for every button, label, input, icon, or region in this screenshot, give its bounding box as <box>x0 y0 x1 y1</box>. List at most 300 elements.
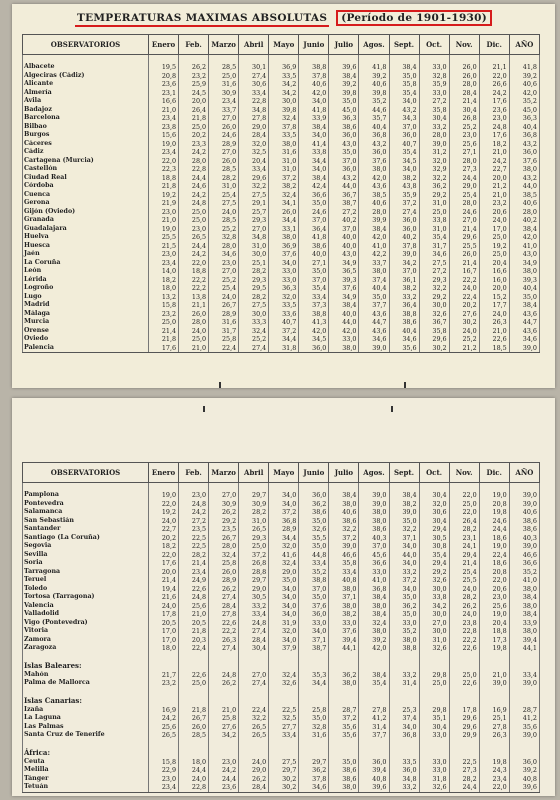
temp-cell: 38,2 <box>389 500 419 509</box>
temp-cell: 24,3 <box>479 766 509 775</box>
table-row <box>23 174 540 183</box>
temp-cell: 30,6 <box>239 80 269 89</box>
temp-cell: 25,5 <box>449 242 479 251</box>
temp-cell: 31,6 <box>269 148 299 157</box>
temp-cell: 26,7 <box>209 534 239 543</box>
temp-cell: 33,0 <box>359 568 389 577</box>
temp-cell: 36,0 <box>389 225 419 234</box>
table-row <box>23 182 540 191</box>
temp-cell: 25,4 <box>209 191 239 200</box>
temp-cell: 29,7 <box>269 766 299 775</box>
temp-cell: 28,0 <box>209 242 239 251</box>
temp-cell: 42,0 <box>299 89 329 98</box>
station-name: Valencia <box>23 602 149 611</box>
temp-cell: 37,0 <box>299 276 329 285</box>
station-name: Badajoz <box>23 106 149 115</box>
temp-cell: 38,0 <box>359 627 389 636</box>
temp-cell: 20,2 <box>449 301 479 310</box>
temp-cell: 31,7 <box>209 327 239 336</box>
temp-cell: 20,0 <box>179 97 209 106</box>
temp-cell: 28,9 <box>209 310 239 319</box>
temp-cell: 38,0 <box>269 233 299 242</box>
temp-cell: 19,0 <box>149 140 179 149</box>
col-header-11: Nov. <box>449 463 479 483</box>
temp-cell: 39,0 <box>389 508 419 517</box>
temp-cell: 30,2 <box>269 775 299 784</box>
temp-cell: 37,0 <box>299 585 329 594</box>
temp-cell: 36,8 <box>389 731 419 740</box>
temp-cell: 24,0 <box>449 284 479 293</box>
temp-cell: 33,2 <box>389 783 419 792</box>
temp-cell: 17,6 <box>149 559 179 568</box>
temp-cell: 18,6 <box>479 534 509 543</box>
temp-cell: 14,0 <box>149 267 179 276</box>
table-row <box>23 157 540 166</box>
temp-cell: 44,0 <box>329 182 359 191</box>
temp-cell: 33,9 <box>299 114 329 123</box>
temp-cell: 41,3 <box>299 318 329 327</box>
station-name: Santander <box>23 525 149 534</box>
temp-cell: 37,6 <box>359 157 389 166</box>
temp-cell: 37,0 <box>299 216 329 225</box>
temp-cell: 32,4 <box>269 191 299 200</box>
temp-cell: 34,4 <box>269 335 299 344</box>
temp-cell: 33,8 <box>419 593 449 602</box>
temp-cell: 32,2 <box>239 714 269 723</box>
temp-cell: 24,0 <box>239 758 269 767</box>
station-name: Oviedo <box>23 335 149 344</box>
temp-cell: 27,4 <box>239 72 269 81</box>
temp-cell: 24,4 <box>179 242 209 251</box>
temp-cell: 36,8 <box>509 131 539 140</box>
temp-cell: 29,8 <box>419 706 449 715</box>
station-name: Segovia <box>23 542 149 551</box>
temp-cell: 26,6 <box>479 80 509 89</box>
temp-cell: 35,0 <box>329 148 359 157</box>
temp-cell: 37,8 <box>299 72 329 81</box>
temp-cell: 27,8 <box>479 723 509 732</box>
temp-cell: 37,2 <box>269 174 299 183</box>
temp-cell: 39,0 <box>509 344 539 353</box>
temp-cell: 22,0 <box>149 157 179 166</box>
temp-cell: 30,9 <box>209 89 239 98</box>
temp-cell: 43,6 <box>359 182 389 191</box>
temp-cell: 20,8 <box>479 500 509 509</box>
temp-cell: 38,0 <box>509 585 539 594</box>
temp-cell: 19,0 <box>479 610 509 619</box>
temp-cell: 27,5 <box>269 758 299 767</box>
temp-cell: 38,5 <box>509 191 539 200</box>
temp-cell: 19,4 <box>149 585 179 594</box>
temp-cell: 28,0 <box>449 199 479 208</box>
temp-cell: 41,0 <box>509 242 539 251</box>
table-row <box>23 636 540 645</box>
temp-cell: 35,9 <box>389 191 419 200</box>
region-heading: Islas Baleares: <box>23 661 149 671</box>
temp-cell: 33,1 <box>269 225 299 234</box>
temp-cell: 22,6 <box>209 619 239 628</box>
temp-cell: 29,4 <box>449 551 479 560</box>
temp-cell: 42,0 <box>359 233 389 242</box>
temp-cell: 22,2 <box>209 627 239 636</box>
temp-cell: 29,0 <box>239 766 269 775</box>
temp-cell: 18,2 <box>479 140 509 149</box>
temp-cell: 21,0 <box>479 671 509 680</box>
temp-cell: 38,4 <box>359 610 389 619</box>
temp-cell: 39,0 <box>359 500 389 509</box>
temp-cell: 20,5 <box>179 619 209 628</box>
temp-cell: 29,4 <box>419 525 449 534</box>
temp-cell: 23,5 <box>209 525 239 534</box>
temp-cell: 37,8 <box>269 123 299 132</box>
table-row <box>23 284 540 293</box>
temp-cell: 33,2 <box>419 123 449 132</box>
temp-cell: 25,0 <box>149 318 179 327</box>
temp-cell: 42,0 <box>509 89 539 98</box>
temp-cell: 24,8 <box>179 500 209 509</box>
spacer-row <box>23 740 540 748</box>
temp-cell: 27,5 <box>239 301 269 310</box>
temp-cell: 27,4 <box>239 627 269 636</box>
temp-cell: 24,0 <box>209 208 239 217</box>
station-name: Zaragoza <box>23 644 149 653</box>
temp-cell: 23,3 <box>179 140 209 149</box>
temp-cell: 22,8 <box>449 627 479 636</box>
col-header-4: Abril <box>239 35 269 55</box>
temp-cell: 25,5 <box>149 233 179 242</box>
temp-cell: 38,6 <box>299 242 329 251</box>
station-name: Pontevedra <box>23 500 149 509</box>
temp-cell: 34,0 <box>389 97 419 106</box>
temp-cell: 29,7 <box>299 758 329 767</box>
table-row <box>23 644 540 653</box>
temp-cell: 42,0 <box>299 327 329 336</box>
temp-cell: 22,0 <box>479 72 509 81</box>
table-row <box>23 131 540 140</box>
temp-cell: 37,0 <box>329 157 359 166</box>
table-row <box>23 534 540 543</box>
temp-cell: 18,0 <box>149 284 179 293</box>
station-name: Jaén <box>23 250 149 259</box>
temp-cell: 29,6 <box>419 335 449 344</box>
table-row <box>23 106 540 115</box>
temp-cell: 24,6 <box>209 131 239 140</box>
temp-cell: 26,7 <box>209 301 239 310</box>
temp-cell: 28,2 <box>449 525 479 534</box>
table-row <box>23 148 540 157</box>
temp-cell: 31,6 <box>299 731 329 740</box>
temp-cell: 25,5 <box>449 576 479 585</box>
temp-cell: 18,2 <box>149 276 179 285</box>
temp-cell: 35,0 <box>299 593 329 602</box>
temp-cell: 34,2 <box>209 731 239 740</box>
temp-cell: 37,2 <box>269 508 299 517</box>
temp-cell: 34,0 <box>269 602 299 611</box>
temp-cell: 24,4 <box>209 775 239 784</box>
temp-cell: 30,0 <box>419 585 449 594</box>
temp-cell: 26,5 <box>239 731 269 740</box>
temp-cell: 24,5 <box>179 89 209 98</box>
temp-cell: 37,0 <box>389 267 419 276</box>
temp-cell: 31,8 <box>419 775 449 784</box>
temp-cell: 20,2 <box>149 534 179 543</box>
temp-cell: 27,0 <box>209 267 239 276</box>
temp-cell: 26,0 <box>209 157 239 166</box>
temp-cell: 22,2 <box>179 284 209 293</box>
temp-cell: 23,2 <box>149 310 179 319</box>
table-row <box>23 250 540 259</box>
temp-cell: 22,0 <box>179 259 209 268</box>
temp-cell: 29,7 <box>239 576 269 585</box>
temp-cell: 22,5 <box>179 542 209 551</box>
station-name: Ávila <box>23 97 149 106</box>
temp-cell: 36,2 <box>329 671 359 680</box>
station-name: Pamplona <box>23 491 149 500</box>
temp-cell: 21,8 <box>179 114 209 123</box>
col-header-12: Dic. <box>479 35 509 55</box>
crease-mark <box>219 382 221 388</box>
temp-cell: 31,0 <box>419 199 449 208</box>
temp-cell: 34,9 <box>509 259 539 268</box>
temp-cell: 32,6 <box>419 644 449 653</box>
temp-cell: 22,4 <box>239 706 269 715</box>
temp-cell: 42,2 <box>359 250 389 259</box>
temp-cell: 40,4 <box>359 284 389 293</box>
temp-cell: 28,0 <box>449 80 479 89</box>
temp-cell: 20,4 <box>239 157 269 166</box>
temp-cell: 21,4 <box>149 576 179 585</box>
temp-cell: 31,0 <box>239 517 269 526</box>
temp-cell: 20,0 <box>149 568 179 577</box>
temp-cell: 35,2 <box>389 627 419 636</box>
temp-cell: 17,0 <box>479 225 509 234</box>
temp-cell: 35,0 <box>299 199 329 208</box>
temp-cell: 17,6 <box>479 97 509 106</box>
temp-cell: 27,1 <box>449 148 479 157</box>
temp-cell: 19,8 <box>479 644 509 653</box>
temp-cell: 15,2 <box>479 293 509 302</box>
temp-cell: 21,8 <box>179 627 209 636</box>
temp-cell: 34,4 <box>299 679 329 688</box>
temp-cell: 37,2 <box>329 714 359 723</box>
temp-cell: 24,0 <box>449 610 479 619</box>
temp-cell: 25,0 <box>239 542 269 551</box>
temp-cell: 23,2 <box>479 199 509 208</box>
temp-cell: 17,8 <box>449 706 479 715</box>
temp-cell: 40,3 <box>359 534 389 543</box>
temp-cell: 27,4 <box>209 593 239 602</box>
station-name: Castellón <box>23 165 149 174</box>
temp-cell: 28,4 <box>239 783 269 792</box>
col-header-5: Mayo <box>269 35 299 55</box>
temp-cell: 25,6 <box>149 723 179 732</box>
temp-cell: 34,0 <box>389 165 419 174</box>
temp-cell: 32,0 <box>419 500 449 509</box>
temp-cell: 37,8 <box>299 775 329 784</box>
table-row <box>23 517 540 526</box>
temp-cell: 28,0 <box>449 157 479 166</box>
temp-cell: 21,0 <box>479 148 509 157</box>
station-name: Cádiz <box>23 148 149 157</box>
temp-cell: 41,0 <box>509 576 539 585</box>
table-row <box>23 508 540 517</box>
temp-cell: 38,4 <box>389 63 419 72</box>
station-name: Las Palmas <box>23 723 149 732</box>
station-name: Gerona <box>23 199 149 208</box>
temp-cell: 37,7 <box>359 301 389 310</box>
temp-cell: 46,6 <box>329 551 359 560</box>
temp-cell: 26,4 <box>449 517 479 526</box>
temp-cell: 24,0 <box>179 775 209 784</box>
station-name: Izaña <box>23 706 149 715</box>
table-row <box>23 758 540 767</box>
temp-cell: 38,6 <box>329 123 359 132</box>
station-name: La Laguna <box>23 714 149 723</box>
temp-cell: 29,7 <box>239 491 269 500</box>
temp-cell: 34,4 <box>299 157 329 166</box>
temp-cell: 39,0 <box>359 491 389 500</box>
temp-cell: 27,8 <box>359 706 389 715</box>
table-row <box>23 276 540 285</box>
station-name: Valladolid <box>23 610 149 619</box>
temp-cell: 23,5 <box>179 525 209 534</box>
temp-cell: 27,0 <box>419 619 449 628</box>
table-row <box>23 114 540 123</box>
temp-cell: 25,4 <box>209 284 239 293</box>
temp-cell: 29,6 <box>449 233 479 242</box>
temp-cell: 40,6 <box>509 508 539 517</box>
temp-cell: 36,8 <box>359 131 389 140</box>
table-row <box>23 627 540 636</box>
temp-cell: 19,0 <box>479 491 509 500</box>
temp-cell: 41,8 <box>359 63 389 72</box>
temp-cell: 34,5 <box>299 335 329 344</box>
temp-cell: 41,4 <box>299 140 329 149</box>
temp-cell: 33,0 <box>419 766 449 775</box>
temp-cell: 38,5 <box>359 191 389 200</box>
temp-cell: 38,8 <box>299 63 329 72</box>
temp-cell: 28,4 <box>449 89 479 98</box>
temp-cell: 34,0 <box>269 500 299 509</box>
temp-cell: 35,8 <box>419 106 449 115</box>
temp-cell: 38,4 <box>509 610 539 619</box>
temp-cell: 34,0 <box>389 585 419 594</box>
temp-cell: 28,0 <box>359 208 389 217</box>
station-name: Sevilla <box>23 551 149 560</box>
temp-cell: 23,0 <box>179 225 209 234</box>
station-name: Málaga <box>23 310 149 319</box>
temp-cell: 19,0 <box>149 225 179 234</box>
temp-cell: 37,2 <box>329 534 359 543</box>
temp-cell: 36,0 <box>299 491 329 500</box>
temp-cell: 32,0 <box>269 627 299 636</box>
temp-cell: 36,4 <box>299 225 329 234</box>
temp-cell: 26,5 <box>149 731 179 740</box>
temp-cell: 28,0 <box>179 157 209 166</box>
temp-cell: 38,4 <box>359 225 389 234</box>
spacer-row <box>23 688 540 696</box>
temp-cell: 40,2 <box>509 216 539 225</box>
temp-cell: 32,4 <box>209 551 239 560</box>
station-name: Santiago (La Coruña) <box>23 534 149 543</box>
temp-cell: 24,2 <box>479 89 509 98</box>
temp-cell: 33,5 <box>269 301 299 310</box>
temp-cell: 39,9 <box>359 216 389 225</box>
temp-cell: 34,0 <box>299 165 329 174</box>
temp-cell: 32,2 <box>329 525 359 534</box>
temp-cell: 38,4 <box>509 593 539 602</box>
col-header-4: Abril <box>239 463 269 483</box>
temp-cell: 20,4 <box>479 619 509 628</box>
temp-cell: 22,6 <box>479 335 509 344</box>
temp-cell: 28,0 <box>419 131 449 140</box>
col-header-8: Agos. <box>359 35 389 55</box>
temp-cell: 35,6 <box>329 731 359 740</box>
temp-cell: 40,6 <box>509 80 539 89</box>
temp-cell: 30,4 <box>419 491 449 500</box>
station-name: Granada <box>23 216 149 225</box>
col-header-6: Junio <box>299 463 329 483</box>
temp-cell: 27,2 <box>419 267 449 276</box>
temp-cell: 34,6 <box>419 250 449 259</box>
temp-cell: 24,6 <box>299 208 329 217</box>
col-header-5: Mayo <box>269 463 299 483</box>
temp-cell: 34,0 <box>299 97 329 106</box>
temp-cell: 26,0 <box>449 72 479 81</box>
temp-cell: 35,4 <box>419 233 449 242</box>
temp-cell: 32,4 <box>269 671 299 680</box>
temp-cell: 25,0 <box>209 72 239 81</box>
temp-cell: 34,0 <box>389 559 419 568</box>
temp-cell: 20,3 <box>179 636 209 645</box>
temp-cell: 34,6 <box>389 335 419 344</box>
temp-cell: 22,7 <box>479 165 509 174</box>
temp-cell: 28,0 <box>509 208 539 217</box>
station-name: Logroño <box>23 284 149 293</box>
temp-cell: 23,0 <box>149 775 179 784</box>
temp-cell: 39,6 <box>509 783 539 792</box>
temp-cell: 30,5 <box>239 593 269 602</box>
temp-cell: 33,4 <box>299 293 329 302</box>
temp-cell: 28,4 <box>209 602 239 611</box>
temp-cell: 38,0 <box>389 636 419 645</box>
station-name: Tarragona <box>23 568 149 577</box>
temp-cell: 35,2 <box>509 568 539 577</box>
temp-cell: 21,8 <box>149 182 179 191</box>
temp-cell: 17,8 <box>149 610 179 619</box>
temp-cell: 29,6 <box>239 174 269 183</box>
temp-cell: 33,4 <box>239 89 269 98</box>
temp-cell: 25,1 <box>239 259 269 268</box>
temp-cell: 25,6 <box>479 602 509 611</box>
table-row <box>23 344 540 353</box>
temp-cell: 20,8 <box>149 72 179 81</box>
temp-cell: 32,4 <box>239 327 269 336</box>
col-header-3: Marzo <box>209 463 239 483</box>
temp-cell: 44,1 <box>509 644 539 653</box>
temp-cell: 17,0 <box>149 636 179 645</box>
temp-cell: 20,4 <box>479 259 509 268</box>
temp-cell: 35,0 <box>299 517 329 526</box>
temp-cell: 38,8 <box>389 644 419 653</box>
temp-cell: 32,6 <box>419 783 449 792</box>
station-name: Teruel <box>23 576 149 585</box>
temp-cell: 35,6 <box>509 723 539 732</box>
table-title <box>12 10 555 30</box>
temp-cell: 37,0 <box>359 542 389 551</box>
temp-cell: 25,2 <box>209 225 239 234</box>
temp-cell: 32,6 <box>299 525 329 534</box>
